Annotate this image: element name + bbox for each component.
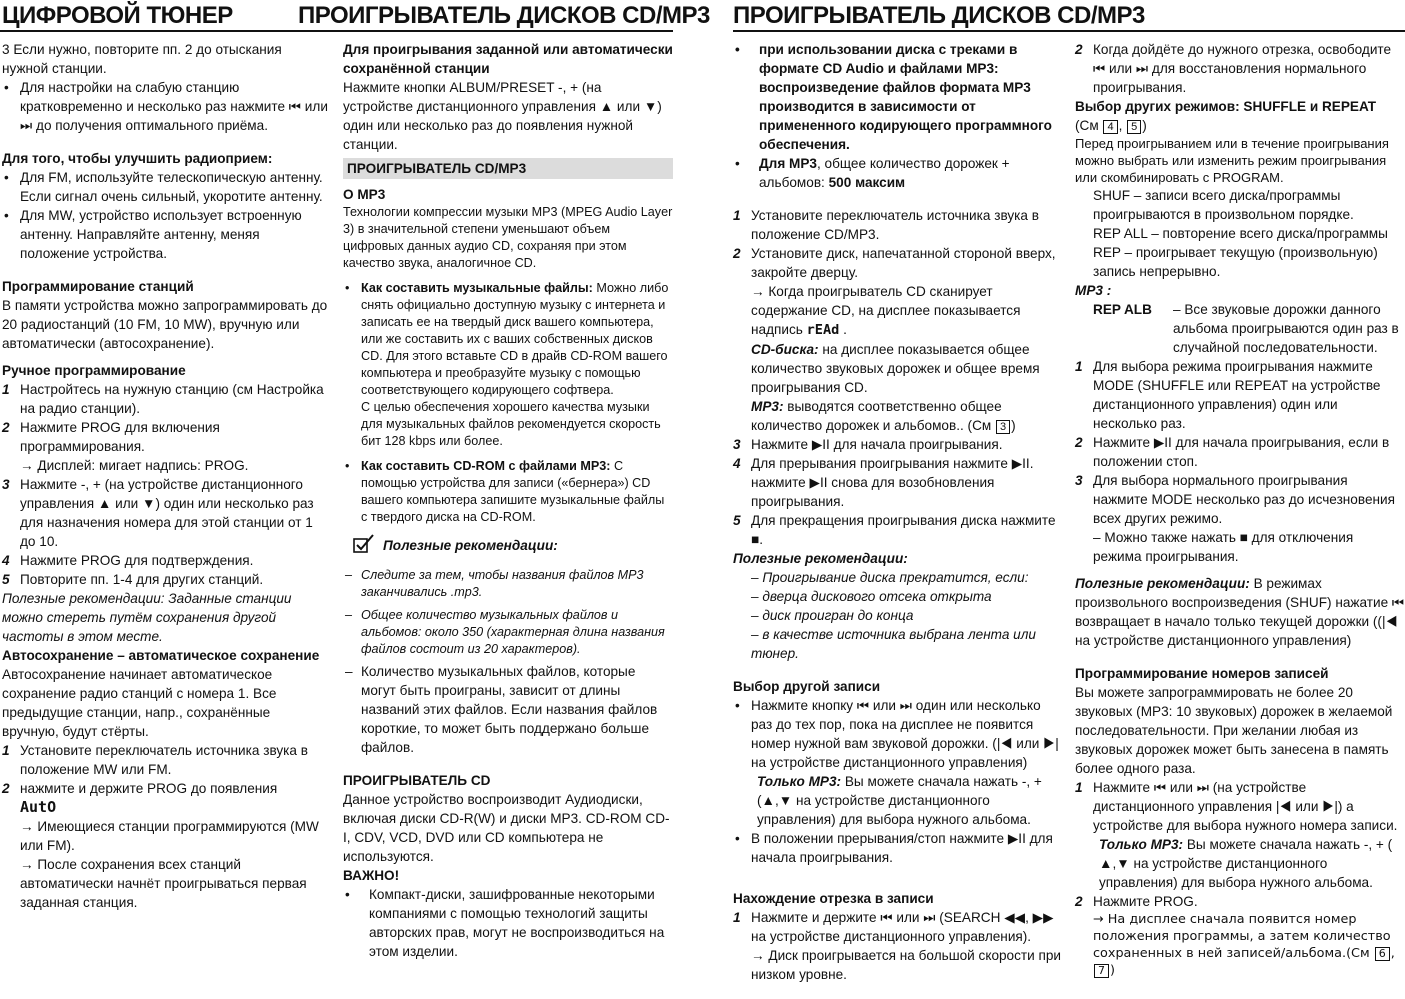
- bullet-head: Для MP3: [759, 156, 817, 171]
- mode-step-3: 3 Для выбора нормального проигрывания нажмите MODE несколько раз до исчезновения всех других режимо.: [1075, 473, 1395, 526]
- key-ref-4: 4: [1103, 120, 1117, 134]
- tip-text: Следите за тем, чтобы названия файлов MP3 заканчивались .mp3.: [361, 568, 644, 599]
- mode-rep: REP – проигрывает текущую (произвольную) запись непрерывно.: [1093, 245, 1378, 279]
- heading-modes: Выбор других режимов: SHUFFLE и REPEAT: [1075, 99, 1377, 114]
- find-step-1-result: → Диск проигрывается на большой скорости при низком уровне.: [751, 948, 1062, 982]
- step-text: Для прекращения проигрывания диска нажмите ■.: [751, 513, 1056, 547]
- bullet-pause-play: • В положении прерывания/стоп нажмите ▶II для начала проигрывания.: [735, 831, 1053, 865]
- result-text: → Когда проигрыватель CD сканирует содержание CD, на дисплее показывается надпись: [751, 284, 1021, 337]
- modes-text: Перед проигрыванием или в течение проигрывания можно выбрать или изменить режим проигрывания или скомбинировать с PROGRAM.: [1075, 136, 1389, 185]
- lcd-read: rEAd: [806, 322, 840, 338]
- mp3-head: MP3:: [751, 399, 784, 414]
- mode-step-1: 1 Для выбора режима проигрывания нажмите MODE (SHUFFLE или REPEAT на устройстве дистанционного управления) один или несколько раз.: [1075, 359, 1381, 431]
- bullet-text: Нажмите кнопку ⏮ или ⏭ один или несколько раз до тех пор, пока на дисплее не появится номер нужной вам звуковой дорожки. (|◀ или ▶| на устройстве дистанционного управления): [751, 698, 1059, 770]
- play-step-2: 2 Установите диск, напечатанной стороной вверх, закройте дверцу.: [733, 246, 1056, 280]
- program-step-2-result: → На дисплее сначала появится номер положения программы, а затем количество сохраненных в ней записей/альбома.(См 6 , 7 ): [1093, 912, 1395, 978]
- step-3-text: 3 Если нужно, повторите пп. 2 до отыскания нужной станции.: [2, 42, 282, 76]
- tip-stop-3: – диск проигран до конца: [751, 608, 914, 623]
- manual-step-4: 4 Нажмите PROG для подтверждения.: [2, 553, 254, 568]
- find-step-2: 2 Когда дойдёте до нужного отрезка, освободите ⏮ или ⏭ для восстановления нормального проигрывания.: [1075, 42, 1392, 95]
- tip-stop-2: – дверца дискового отсека открыта: [751, 589, 992, 604]
- step-text: Нажмите ▶II для начала проигрывания, если в положении стоп.: [1093, 435, 1390, 469]
- manual-step-1: 1 Настройтесь на нужную станцию (см Настройка на радио станции).: [2, 382, 324, 416]
- header-tuner: ЦИФРОВОЙ ТЮНЕР: [2, 2, 233, 29]
- auto-result-1: → Имеющиеся станции программируются (MW или FM).: [20, 819, 319, 853]
- step-text: Нажмите и держите ⏮ или ⏭ (SEARCH ◀◀, ▶▶ на устройстве дистанционного управления).: [751, 910, 1054, 944]
- mode-rep-alb-key: REP ALB: [1093, 302, 1152, 317]
- play-preset-text: Нажмите кнопки ALBUM/PRESET -, + (на устройстве дистанционного управления ▲ или ▼) один или несколько раз до появления нужной станции.: [343, 80, 662, 152]
- bullet-select-track: • Нажмите кнопку ⏮ или ⏭ один или несколько раз до тех пор, пока на дисплее не появится номер нужной вам звуковой дорожки. (|◀ или ▶| на устройстве дистанционного управления): [735, 698, 1059, 770]
- step-text: Когда дойдёте до нужного отрезка, освободите ⏮ или ⏭ для восстановления нормального проигрывания.: [1093, 42, 1392, 95]
- mode-rep-alb-text: – Все звуковые дорожки данного альбома проигрываются один раз в случайной последовательности.: [1173, 302, 1399, 355]
- step-text: Для выбора нормального проигрывания нажмите MODE несколько раз до исчезновения всех других режимо.: [1093, 473, 1395, 526]
- bullet-head: Как составить CD-ROM с файлами MP3:: [361, 459, 611, 473]
- tip-dash-3: – Количество музыкальных файлов, которые могут быть проиграны, зависит от длины названий этих файлов. Если названия файлов короткие, то может быть поддержано больше файлов.: [345, 664, 658, 755]
- bullet-text-2: С целью обеспечения хорошего качества музыки для музыкальных файлов рекомендуется скорость бит 128 kbps или более.: [361, 400, 661, 448]
- heading-cd-player: ПРОИГРЫВАТЕЛЬ CD: [343, 773, 491, 788]
- step-text: Нажмите ⏮ или ⏭ (на устройстве дистанционного управления |◀ или ▶|) а устройстве для выбора нужного номера записи.: [1093, 780, 1398, 833]
- bullet-text: , общее количество дорожек + альбомов:: [759, 156, 1010, 190]
- see-text: (См: [1075, 118, 1099, 133]
- step-text: Установите переключатель источника звука в положение CD/MP3.: [751, 208, 1039, 242]
- column-1: [2, 40, 330, 912]
- heading-autosave: Автосохранение – автоматическое сохранение: [2, 648, 320, 663]
- heading-select-track: Выбор другой записи: [733, 679, 881, 694]
- bullet-make-cdrom: • Как составить CD-ROM с файлами MP3: С помощью устройства для записи («бернера») CD вашего компьютера запишите музыкальные файлы с твердого диска на CD-ROM.: [345, 459, 665, 524]
- step-text: Нажмите PROG для подтверждения.: [20, 553, 254, 568]
- tip-text: Общее количество музыкальных файлов и альбомов: около 350 (характерная длина названия файлов состоит из 20 характеров).: [361, 608, 665, 656]
- column-4: [1075, 40, 1405, 979]
- step-text: Настройтесь на нужную станцию (см Настройка на радио станции).: [20, 382, 324, 416]
- mode-step-3-note: – Можно также нажать ■ для отключения режима проигрывания.: [1093, 530, 1354, 564]
- auto-step-1: 1 Установите переключатель источника звука в положение MW или FM.: [2, 743, 308, 777]
- tip-head: Полезные рекомендации:: [1075, 576, 1250, 591]
- cd-disc-info: [733, 340, 1063, 397]
- tip-text: В режимах произвольного воспроизведения (SHUF) нажатие ⏮ возвращает в начало только текущей дорожки ((|◀ на устройстве дистанционного управления): [1075, 576, 1405, 648]
- cd-player-text: Данное устройство воспроизводит Аудиодиски, включая диски CD-R(W) и диски MP3. CD-ROM CD-I, CDV, VCD, DVD или CD компьютера не используются.: [343, 792, 670, 864]
- mp3-disc-info: MP3: выводятся соответственно общее количество дорожек и альбомов.. (См 3 ): [751, 399, 1016, 433]
- only-mp3-head: Только MP3:: [757, 774, 842, 789]
- bullet-text: Для MW, устройство использует встроенную антенну. Направляйте антенну, меняя положение устройства.: [20, 208, 302, 261]
- tip-heading: Полезные рекомендации:: [383, 538, 558, 553]
- header-rule-left: [0, 30, 673, 32]
- only-mp3-select: [733, 772, 1063, 829]
- cd-head: CD-биска:: [751, 342, 819, 357]
- heading-important: ВАЖНО!: [343, 868, 400, 883]
- only-mp3-head: Только MP3:: [1099, 837, 1184, 852]
- tip-text: Количество музыкальных файлов, которые могут быть проиграны, зависит от длины названий этих файлов. Если названия файлов короткие, то может быть поддержано больше файлов.: [361, 664, 658, 755]
- heading-mp3-modes: MP3 :: [1075, 283, 1112, 298]
- bullet-fm: • Для FM, используйте телескопическую антенну. Если сигнал очень сильный, укоротите антенну.: [4, 170, 323, 204]
- play-step-4: 4 Для прерывания проигрывания нажмите ▶II. нажмите ▶II снова для возобновления проигрывания.: [733, 456, 1034, 509]
- mode-rep-alb: [1075, 300, 1405, 357]
- mode-shuf: SHUF – записи всего диска/программы проигрываются в произвольном порядке.: [1093, 188, 1354, 222]
- header-rule-right: [733, 30, 1405, 32]
- bullet-text: В положении прерывания/стоп нажмите ▶II для начала проигрывания.: [751, 831, 1053, 865]
- only-mp3-text: Вы можете сначала нажать -, + (▲,▼ на устройстве дистанционного управления) для выбора нужного альбома.: [757, 774, 1042, 827]
- header-cd-left: ПРОИГРЫВАТЕЛЬ ДИСКОВ CD/MP3: [298, 2, 710, 29]
- tip-stop-1: – Проигрывание диска прекратится, если:: [751, 570, 1029, 585]
- auto-step-2: 2 нажмите и держите PROG до появления: [2, 781, 278, 796]
- programming-text: В памяти устройства можно запрограммировать до 20 радиостанций (10 FM, 10 MW), вручную или автоматически (автосохранение).: [2, 298, 328, 351]
- manual-step-3: 3 Нажмите -, + (на устройстве дистанционного управления ▲ или ▼) один или несколько раз для назначения номера для этой станции от 1 до 10.: [2, 477, 314, 549]
- manual-step-5: 5 Повторите пп. 1-4 для других станций.: [2, 572, 264, 587]
- manual-step-2: 2 Нажмите PROG для включения программирования.: [2, 420, 220, 454]
- heading-programming: Программирование станций: [2, 279, 194, 294]
- key-ref-3: 3: [996, 420, 1010, 434]
- heading-about-mp3: О MP3: [343, 187, 386, 202]
- play-step-5: 5 Для прекращения проигрывания диска нажмите ■.: [733, 513, 1056, 547]
- bullet-text: Для настройки на слабую станцию кратковременно и несколько раз нажмите ⏮ или ⏭ до получения оптимального приёма.: [20, 80, 328, 133]
- autosave-text: Автосохранение начинает автоматическое сохранение радио станций с номера 1. Все предыдущие станции, напр., сохранённые вручную, будут стёрты.: [2, 667, 277, 739]
- bullet-weak-station: • Для настройки на слабую станцию кратковременно и несколько раз нажмите ⏮ или ⏭ до получения оптимального приёма.: [4, 80, 328, 133]
- header-cd-right: ПРОИГРЫВАТЕЛЬ ДИСКОВ CD/MP3: [733, 2, 1145, 29]
- step-text: Нажмите ▶II для начала проигрывания.: [751, 437, 1003, 452]
- mode-rep-all: REP ALL – повторение всего диска/программы: [1093, 226, 1388, 241]
- program-tracks-text: Вы можете запрограммировать не более 20 звуковых (MP3: 10 звуковых) дорожек в желаемой последовательности. При желании любая из звуковых дорожек может быть занесена в память более одного раза.: [1075, 685, 1393, 776]
- bullet-text: Компакт-диски, зашифрованные некоторыми компаниями с помощью технологий защиты авторских прав, могут не воспроизводиться на этом изделии.: [369, 887, 665, 959]
- heading-improve-reception: Для того, чтобы улучшить радиоприем:: [2, 151, 273, 166]
- bullet-mp3-limit: • Для MP3, общее количество дорожек + альбомов: 500 максим: [735, 156, 1010, 190]
- heading-manual: Ручное программирование: [2, 363, 186, 378]
- only-mp3-text: Вы можете сначала нажать -, + ( ▲,▼ на устройстве дистанционного управления) для выбора нужного альбома.: [1099, 837, 1393, 890]
- step-text: Нажмите -, + (на устройстве дистанционного управления ▲ или ▼) один или несколько раз для назначения номера для этой станции от 1 до 10.: [20, 477, 314, 549]
- result-text: → На дисплее сначала появится номер положения программы, а затем количество сохраненных в ней записей/альбома.(См: [1093, 912, 1391, 961]
- tip-stop-4: – в качестве источника выбрана лента или тюнер.: [751, 627, 1036, 661]
- find-step-1: 1 Нажмите и держите ⏮ или ⏭ (SEARCH ◀◀, ▶▶ на устройстве дистанционного управления).: [733, 910, 1054, 944]
- bullet-mixed-disc: • при использовании диска с треками в формате CD Audio и файлами MP3: воспроизведение файлов формата MP3 производится в зависимости от примененного кодирующего программного обеспечения.: [735, 42, 1052, 152]
- step-text: нажмите и держите PROG до появления: [20, 781, 278, 796]
- bullet-text: при использовании диска с треками в формате CD Audio и файлами MP3: воспроизведение файлов формата MP3 производится в зависимости от примененного кодирующего программного обеспечения.: [759, 42, 1052, 152]
- bullet-make-files: • Как составить музыкальные файлы: Можно либо снять официально доступную музыку с интернета и записать ее на твердый диск вашего компьютера, или же составить их с ваших собственных дисков CD. Для этого вставьте CD в драйв CD-ROM вашего компьютера и преобразуйте музыку с помощью соответствующего кодирующего софтвера. С целью обеспечения хорошего качества музыки для музыкальных файлов рекомендуется скорость бит 128 kbps или более.: [345, 281, 669, 448]
- checkmark-pencil-icon: [353, 534, 375, 559]
- key-ref-7: 7: [1094, 964, 1109, 978]
- column-2: [343, 40, 673, 961]
- bullet-text: Можно либо снять официально доступную музыку с интернета и записать ее на твердый диск вашего компьютера, или же составить их с ваших собственных дисков CD. Для этого вставьте CD в драйв CD-ROM вашего компьютера и преобразуйте музыку с помощью соответствующего кодирующего софтвера.: [361, 281, 669, 397]
- about-mp3-text: Технологии компрессии музыки MP3 (MPEG Audio Layer 3) в значительной степени уменьшают объем цифровых данных аудио CD, сохраняя при этом качество звука, аналогичное CD.: [343, 205, 673, 270]
- heading-program-tracks: Программирование номеров записей: [1075, 666, 1329, 681]
- bullet-text: С помощью устройства для записи («бернера») CD вашего компьютера запишите музыкальные файлы с твердого диска на CD-ROM.: [361, 459, 665, 524]
- key-ref-5: 5: [1127, 120, 1141, 134]
- step-text: Для выбора режима проигрывания нажмите MODE (SHUFFLE или REPEAT на устройстве дистанционного управления) один или несколько раз.: [1093, 359, 1381, 431]
- bullet-value: 500 максим: [828, 175, 906, 190]
- step-text: Для прерывания проигрывания нажмите ▶II. нажмите ▶II снова для возобновления проигрывания.: [751, 456, 1034, 509]
- tip-heading-stop: Полезные рекомендации:: [733, 551, 908, 566]
- program-step-1: 1 Нажмите ⏮ или ⏭ (на устройстве дистанционного управления |◀ или ▶|) а устройстве для выбора нужного номера записи.: [1075, 780, 1398, 833]
- modes-see: (См 4 , 5 ): [1075, 118, 1147, 133]
- step-text: Нажмите PROG.: [1093, 894, 1198, 909]
- step-text: Установите переключатель источника звука в положение MW или FM.: [20, 743, 308, 777]
- manual-step-2-result: → Дисплей: мигает надпись: PROG.: [20, 458, 249, 473]
- tip-manual: Полезные рекомендации: Заданные станции можно стереть путём сохранения другой частоты в этом месте.: [2, 591, 292, 644]
- tip-dash-1: – Следите за тем, чтобы названия файлов MP3 заканчивались .mp3.: [345, 568, 644, 599]
- tip-dash-2: – Общее количество музыкальных файлов и альбомов: около 350 (характерная длина названия файлов состоит из 20 характеров).: [345, 608, 665, 656]
- section-box-title: ПРОИГРЫВАТЕЛЬ CD/MP3: [343, 158, 673, 179]
- heading-find-passage: Нахождение отрезка в записи: [733, 891, 934, 906]
- play-step-3: 3 Нажмите ▶II для начала проигрывания.: [733, 437, 1003, 452]
- play-step-2-result: → Когда проигрыватель CD сканирует содержание CD, на дисплее показывается надпись rEAd .: [751, 284, 1021, 338]
- key-ref-6: 6: [1375, 947, 1390, 961]
- mp3-text: выводятся соответственно общее количество дорожек и альбомов.. (См: [751, 399, 1002, 433]
- auto-result-2: → После сохранения всех станций автоматически начнёт проигрываться первая заданная станция.: [20, 857, 307, 910]
- lcd-auto: AutO: [20, 798, 57, 816]
- step-text: Нажмите PROG для включения программирования.: [20, 420, 220, 454]
- heading-play-preset: Для проигрывания заданной или автоматически сохранённой станции: [343, 42, 673, 76]
- play-step-1: 1 Установите переключатель источника звука в положение CD/MP3.: [733, 208, 1039, 242]
- only-mp3-program: [1075, 835, 1405, 892]
- step-text: Повторите пп. 1-4 для других станций.: [20, 572, 264, 587]
- bullet-important: • Компакт-диски, зашифрованные некоторыми компаниями с помощью технологий защиты авторских прав, могут не воспроизводиться на этом изделии.: [345, 887, 665, 959]
- cd-text: на дисплее показывается общее количество звуковых дорожек и общее время проигрывания CD.: [751, 342, 1040, 395]
- bullet-text: Для FM, используйте телескопическую антенну. Если сигнал очень сильный, укоротите антенну.: [20, 170, 323, 204]
- column-3: [733, 40, 1063, 984]
- bullet-head: Как составить музыкальные файлы:: [361, 281, 593, 295]
- tip-shuffle: [1075, 574, 1405, 650]
- tip-heading-row: [343, 534, 673, 559]
- program-step-2: 2 Нажмите PROG.: [1075, 894, 1198, 909]
- bullet-mw: • Для MW, устройство использует встроенную антенну. Направляйте антенну, меняя положение устройства.: [4, 208, 302, 261]
- mode-step-2: 2 Нажмите ▶II для начала проигрывания, если в положении стоп.: [1075, 435, 1390, 469]
- step-text: Установите диск, напечатанной стороной вверх, закройте дверцу.: [751, 246, 1056, 280]
